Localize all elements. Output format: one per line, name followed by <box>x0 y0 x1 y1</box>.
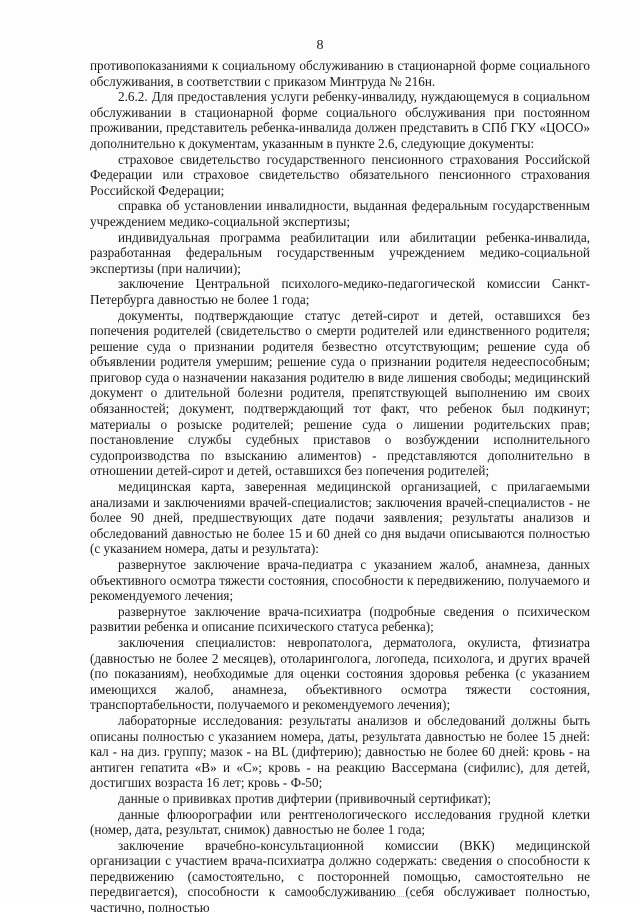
document-body <box>90 58 590 916</box>
paragraph: заключения специалистов: невропатолога, дерматолога, окулиста, фтизиатра (давностью не более 2 месяцев), отоларинголога, логопеда, психолога, и других врачей (по показаниям), необходимые для оценки состояния здоровья ребенка (с указанием имеющихся жалоб, анамнеза, объективного осмотра тяжести состояния, транспортабельности, получаемого и рекомендуемого лечения); <box>90 634 590 713</box>
paragraph: документы, подтверждающие статус детей-сирот и детей, оставшихся без попечения родителей (свидетельство о смерти родителей или единственного родителя; решение суда о признании родителя безвестно отсутствующим; решение суда об объявлении родителя умершим; решение суда о признании родителя недееспособным; приговор суда о назначении наказания родителю в виде лишения свободы; медицинский документ о длительной болезни родителя, препятствующей выполнению им своих обязанностей; документ, подтверждающий тот факт, что ребенок был подкинут; материалы о розыске родителей; решение суда о лишении родительских прав; постановление службы судебных приставов о возбуждении исполнительного судопроизводства по взысканию алиментов) - представляются дополнительно в отношении детей-сирот и детей, оставшихся без попечения родителей; <box>90 307 590 479</box>
paragraph: страховое свидетельство государственного пенсионного страхования Российской Федерации или страховое свидетельство обязательного пенсионного страхования Российской Федерации; <box>90 151 590 198</box>
paragraph: медицинская карта, заверенная медицинской организацией, с прилагаемыми анализами и заключениями врачей-специалистов; заключения врачей-специалистов - не более 90 дней, предшествующих дате подачи заявления; результаты анализов и обследований давностью не более 15 и 60 дней со дня выдачи описываются полностью (с указанием номера, даты и результата): <box>90 479 590 557</box>
paragraph: развернутое заключение врача-педиатра с указанием жалоб, анамнеза, данных объективного осмотра тяжести состояния, способности к передвижению, получаемого и рекомендуемого лечения; <box>90 557 590 604</box>
paragraph: справка об установлении инвалидности, выданная федеральным государственным учреждением медико-социальной экспертизы; <box>90 198 590 229</box>
paragraph: лабораторные исследования: результаты анализов и обследований должны быть описаны полностью с указанием номера, даты, результата давностью не более 15 дней: кал - на диз. группу; мазок - на BL (дифтерию); давностью не более 60 дней: кровь - на антиген гепатита «В» и «С»; кровь - на реакцию Вассермана (сифилис), для детей, достигших возраста 16 лет; кровь - Ф-50; <box>90 712 590 791</box>
paragraph: заключение врачебно-консультационной комиссии (ВКК) медицинской организации с участием врача-психиатра должно содержать: сведения о способности к передвижению (самостоятельно, с посторонней помощью, самостоятельно не передвигается), способности к самообслуживанию (себя обслуживает полностью, частично, полностью <box>90 837 590 916</box>
paragraph: заключение Центральной психолого-медико-педагогической комиссии Санкт-Петербурга давностью не более 1 года; <box>90 276 590 307</box>
footer-scan-mark <box>300 896 420 900</box>
paragraph: противопоказаниями к социальному обслуживанию в стационарной форме социального обслуживания, в соответствии с приказом Минтруда № 216н. <box>90 58 590 89</box>
paragraph: 2.6.2. Для предоставления услуги ребенку-инвалиду, нуждающемуся в социальном обслуживании в стационарной форме социального обслуживания при постоянном проживании, представитель ребенка-инвалида должен представить в СПб ГКУ «ЦОСО» дополнительно к документам, указанным в пункте 2.6, следующие документы: <box>90 89 590 151</box>
paragraph: развернутое заключение врача-психиатра (подробные сведения о психическом развитии ребенка и описание психического статуса ребенка); <box>90 603 590 635</box>
paragraph: индивидуальная программа реабилитации или абилитации ребенка-инвалида, разработанная федеральным государственным учреждением медико-социальной экспертизы (при наличии); <box>90 229 590 276</box>
paragraph: данные о прививках против дифтерии (прививочный сертификат); <box>118 790 492 806</box>
paragraph: данные флюорографии или рентгенологического исследования грудной клетки (номер, дата, результат, снимок) давностью не более 1 года; <box>90 806 590 838</box>
page-number: 8 <box>316 38 324 53</box>
